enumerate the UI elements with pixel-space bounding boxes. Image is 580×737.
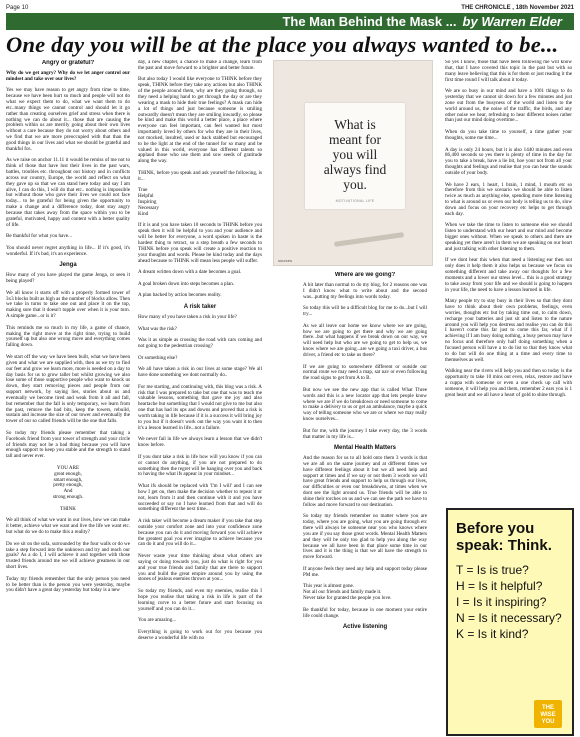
quote-text: What is meant for you will always find you. [323, 117, 387, 192]
section-heading: Mental Health Matters [333, 445, 396, 452]
paragraph: So today my friends remember no matter where you are today, where you are going, what you are going through etc there will always be someone near you who knows where you are if you say those great words. Mental Health Matters and they will be only too glad to help you along the way because we all have been in that place some time in our lives and it is the thing is that we all have the strength to move forward. [303, 513, 427, 561]
callout-title: Before you speak: Think. [456, 520, 552, 554]
section-heading: Active listening [342, 624, 388, 631]
section-heading: A risk taker [183, 304, 217, 311]
paragraph: YOU ARE great enough, smart enough, pretty enough, And strong enough. [52, 464, 84, 501]
paragraph: When we take the time to listen to someone else we should listen to understand with our heart and our mind and become bigger ones without. When we speak to others and there are speaking yet there aren't in them we are speaking on our heart and just talking with other listening to them. [445, 222, 572, 252]
paragraph: We start off the way we have been built, what we have been given and what we are supplied with, then as we try to find our feet and grow we learn more, more is needed on a day to day basis for us to grow taller but whilst growing we also lose some of those supportive people who want to knock us down, they start removing pieces and people from our support network, by saying lies, stories about us and eventually we become tired and weak from it all and fall, but remember that the fall is only temporary, we learn from the past, remove the bad bits, keep the towers, rebuild, sustain and increase the size of our tower and eventually the tower of our so called friends will be the one that falls. [6, 353, 130, 425]
paragraph: Be thankful for today, because in one moment your entire life could change. [303, 606, 427, 619]
paragraph: Never waste your time thinking about what others are saying or doing towards you, just do what is right for you and your true friends and family that are there to support you and build the great empire around you by using the stones of jealous enemies thrown at you... [138, 553, 262, 583]
think-callout-box [446, 508, 574, 736]
headline: One day you will be at the place you always wanted to be... [6, 32, 559, 57]
paragraph: This year is almost gone. Not all our friends and family made it. Never take for granted the people you love. [303, 583, 392, 602]
quote-tag: MOTIVATIONAL LIFE [335, 199, 375, 203]
paragraph: Or something else? [138, 354, 178, 361]
paragraph: Do we sit on the sofa, surrounded by the four walls or do we take a step forward into the unknown and try and reach our goals? As a do I, I will achieve it and together with those trusted friends around me we will achieve greatness in our short lives. [6, 540, 130, 571]
paragraph: We have 2 ears, 1 heart, 1 brain, 1 mind, 1 mouth etc so therefore from this we scenario we should be able to listen twice as much as anything else, spending more time listening to what is around us or even our body is telling us to do, slow down and focus on your recovery etc helps to get through each day. [445, 181, 572, 217]
paragraph: We all have taken a risk in our lives at some stage? We all have done something we dont normally do.. [138, 366, 262, 379]
paragraph: day, a new chapter, a chance to make a change, learn from the past and move forward to a brighter and better future. [138, 60, 262, 71]
paragraph: THINK [60, 505, 76, 512]
paragraph: If we are going to somewhere different or outside our normal route we may need a map, sat nav or even following the road signs to get from A to B. [303, 363, 427, 382]
paragraph: This reminds me so much in my life, a game of chance, making the right move at the right time, trying to build yourself up but also one wrong move and everything comes falling down. [6, 324, 130, 349]
paragraph: If we dont hear this when that need a listening ear then not only does it help them it also helps us because we focus on something different and take away our thoughts for a few moments and a lower our stress level... this is a good strategy to take away from your life and we should is going to happen in your life, the need to have a lesson learned in life. [445, 257, 572, 293]
paragraph: So today my friends, and even my enemies, realise this I hope you realise that taking a risk in life is part of the learning curve to a better future and start focusing on yourself and you can do it... [138, 588, 262, 612]
paragraph: A dream written down with a date becomes a goal. [138, 269, 242, 276]
article-column-3 [303, 272, 427, 736]
pen-image [334, 232, 404, 247]
paragraph: But now we see the new app that is called What Three words and this is a new locator app that lets people know where we are if we do breakdown or need someone to come to make a delivery to us or get an ambulance, maybe a quick way of telling someone who we are or where we may really know ourselves... [303, 386, 427, 423]
paragraph: For me starting, and continuing with, this blog was a risk. A risk that I was prepared to take but one that was to teach me valuable lessons, something that gave me joy and also heartache but something that I would not give to me but also one that has had its ups and downs and proved that a risk is worth taking in life because if it is a success it will bring joy to you but if it doesn't work out the way you want it to then it's a lesson learned in life...not a failure. [138, 383, 262, 431]
quote-card [305, 103, 405, 209]
paragraph: THINK, before you speak and ask yourself the following, is it... [138, 169, 262, 182]
paragraph: What ifs should be replaced with 'I'm I will' and I can see how I get on, then make the decision whether to repeat it or not, learn from it and then continue with it and you have succeeded or say no I have learned from that and will do something different the next time... [138, 483, 262, 513]
paragraph: You should never regret anything in life... If it's good, it's wonderful. If it's bad, it's an experience. [6, 244, 130, 257]
paragraph: But also today I would like everyone to THINK before they speak, THINK before they take any actions but also THINK of the people around them, why are they going through, so they need a helping hand to get through the day or are they wearing a mask to hide their true feelings? A mask can hide a lot of things and just because someone is smiling outwardly doesn't mean they are smiling inwardly, so please be kind and make this world a better place, a place where everyone can feel important, can feel wanted but most importantly loved by others for who they are in their lives, not mocked, insulted, used or back stabbed but encouraged to be the light at the end of the tunnel for so many and be valued in this world, everyone has different talents so applaud those who use them and sow seeds of gratitude along the way. [138, 76, 262, 165]
paragraph: We all think of what we want in our lives, how we can make it better, achieve what we want and live the life we want etc. but what do we do to make this a reality? [6, 517, 130, 536]
paragraph: Yes we may have reason to get angry from time to time, because we have been hurt so much and people will not do what we expect them to do, what we want them to do etc..many things we cannot control and should let it go rather than creating ourselves grief and stress when there is nothing we can do about it... those that are causing the problem within us are merrily going about their own lives without a care because they do not worry about others and we find that we are more preoccupied with that than the good things in our lives and what we should be grateful and thankful for.. [6, 87, 130, 152]
paragraph: Was it as simple as crossing the road with cars coming and not going to the pedestrian crossing? [138, 337, 262, 350]
callout-line: K = Is it kind? [456, 627, 529, 641]
column-banner [6, 13, 574, 30]
paragraph: So today this will be a difficult blog for me to do...but I will try... [303, 305, 427, 318]
paragraph: As we all leave our home we know where we are going, how we are going to get there and why we are going there...but what happens if we break down on our way, we will need help but who are we going to get to help us, we know where we are going...are we going a taxi driver, a bus driver, a friend etc to take us there? [303, 322, 427, 358]
wise-you-logo: THE WISE YOU [534, 700, 562, 728]
paragraph: We are so busy in our mind and have a 1001 things to do yesterday that we cannot sit down for a few minutes and just zone out from the busyness of the world and listen to the world around us, the noise of the traffic, the birds, and any other noise we hear, refreshing to hear different noises rather than just our mind doing overtime... [445, 88, 572, 124]
callout-line: I = Is it inspiring? [456, 595, 547, 609]
paragraph: A goal broken down into steps becomes a plan. [138, 280, 235, 287]
page-number: Page 10 [6, 5, 29, 11]
paragraph: How many of you have taken a risk in your life? [138, 313, 237, 320]
section-heading: Angry or grateful? [41, 60, 95, 66]
paragraph: And the reason for us to all hold onto them 3 words is that we are all on the same journey and at different times we have different feelings about it but we all need help and support at times and if we say or not them 3 words we will have great friends and support to help us through our lives, our difficulties or even our breakdowns, at times when we dont see the light around us. True friends will be able to shine their torches on us and we can see the path we have to follow and move forward to our destination. [303, 455, 427, 508]
paragraph: Everything is going to work out for you because you deserve a wonderful life with no [138, 628, 262, 641]
paragraph: True Helpful Inspiring Necessary Kind [138, 187, 159, 217]
banner-title: The Man Behind the Mask ... [282, 14, 457, 29]
paragraph: A plan backed by action becomes reality. [138, 292, 222, 299]
paragraph: We all know it starts off with a properly formed tower of 3x3 blocks built as high as the number of blocks allow. Then we take in turns to take one out and place it on the top, making sure that it doesn't topple over when it is your turn. A simple game...or is it? [6, 289, 130, 320]
photo-credit: sources [278, 258, 293, 263]
paragraph: If anyone feels they need any help and support today please PM me. [303, 565, 427, 578]
section-heading: Where are we going? [334, 272, 396, 278]
callout-line: T = Is is true? [456, 563, 529, 577]
paragraph: Many people try to stay busy in their lives so that they dont have to think about their own problems, feelings, even worries, thoughts etc but by taking time out, to calm down, recharge your batteries and just sit and listen to the nature around you will help you destress and realise you can do this I haven't come this far just to come this far, what if I achieving if I am busy doing nothing, a busy person may have no focus and therefore only half doing something when a focused person will have a to do list so that they know what to do but will do one thing at a time and every time to themselves as well. [445, 298, 572, 363]
paragraph: Be thankful for what you have... [6, 233, 72, 240]
paragraph: So today my friends please remember that taking a Facebook friend from your tower of strength and your circle of friends may not be a bad thing because you will have enough support to keep you stable and the strength to stand tall and never ever. [6, 429, 130, 460]
paragraph: What was the risk? [138, 325, 177, 332]
paragraph: So yes I know, those that have been following me will know that, that I have covered this topic in the past but with so many leave believing that this is for them or just reading it the first time round I will talk about it today. [445, 60, 572, 83]
paragraph: We never fail in life we always learn a lesson that we didn't know before. [138, 436, 262, 449]
section-heading: Jenga [59, 262, 77, 269]
paragraph: A risk taker will become a dream maker if you take that step outside your comfort zone and into your confidence zone because you can do it and moving forward you will achieve the greatest goal you ever imagine to achieve because you can do it and you will do it... [138, 518, 262, 548]
paragraph: Today my friends remember that the only person you need to be better than is the person you were yesterday, maybe you didn't have a great day yesterday but today is a new [6, 575, 130, 594]
paragraph: If it is and you have taken 10 seconds to THINK before you speak then it will be helpful to you and your audience and will be better for everyone, a word spoken in haste is the hardest thing to retract, so a step breath a few seconds to THINK before you speak will create a positive reaction to your thoughts and words. Please be kind today and the days ahead because to THINK will mean less people will suffer. [138, 222, 262, 264]
paragraph: When do you take time to yourself, a time gather your thoughts, some me time... [445, 129, 572, 141]
paragraph: If you dont take a risk in life how will you know if you can or cannot do anything, if you are not prepared to do something then the regret will be hanging over you and back to having the what ifs appear in your mindset... [138, 453, 262, 478]
paragraph: How many of you have played the game Jenga, or seen it being played? [6, 272, 130, 285]
paragraph: You are amazing... [138, 617, 177, 624]
quote-photo [273, 60, 433, 266]
paragraph: A bit later than normal to do my blog, for 2 reasons one was I didn't know what to write about and the second was...putting my feelings into words today. [303, 281, 427, 300]
callout-line: N = Is it necessary? [456, 611, 562, 625]
paragraph: As we raise on anchor 11.11 it would be remiss of me not to think of those that have lost their lives in the past wars, battles, troubles etc. throughout our history and in conflicts across our country, Europe, the world and reflect on what they gave up so that we can stand here today and say I am alive, I can do this, I will do that etc.. nothing is impossible but without those who gave their lives we could not face today... to be grateful for being given the opportunity to make a change and a difference today, dont stay angry because that takes away from the space within you to be grateful, motivated, happy and content with a better quality of life. [6, 157, 130, 228]
banner-author: by Warren Elder [462, 14, 562, 29]
publication-line: THE CHRONICLE , 18th November 2021 [461, 5, 574, 11]
article-column-1 [6, 60, 130, 736]
paragraph: Why do we get angry? Why do we let anger control our mindset and take over our lives? [6, 69, 130, 82]
article-column-2 [138, 60, 262, 736]
paragraph: But for me, with the journey I take every day, the 3 words that matter in my life is... [303, 427, 427, 440]
callout-list [456, 562, 564, 642]
article-column-4 [445, 60, 572, 505]
paragraph: A day is only 24 hours, but it is also 1440 minutes and even 86,400 seconds so yes there is plenty of time in the day for you to take a break, have a lie bit, hoe your not from all your thoughts and feelings and realise that you can hear the sounds outside of your body. [445, 146, 572, 176]
callout-line: H = Is it helpful? [456, 579, 543, 593]
paragraph: Walking near the rivers will help you and then so today is the opportunity to take 10 mins out even, relax, restore and have a cuppa with someone or even a one check up call with someone, it will help you and them, remember 2 ears you is 1 great heart and we all have a heart of gold to shine through. [445, 368, 572, 398]
